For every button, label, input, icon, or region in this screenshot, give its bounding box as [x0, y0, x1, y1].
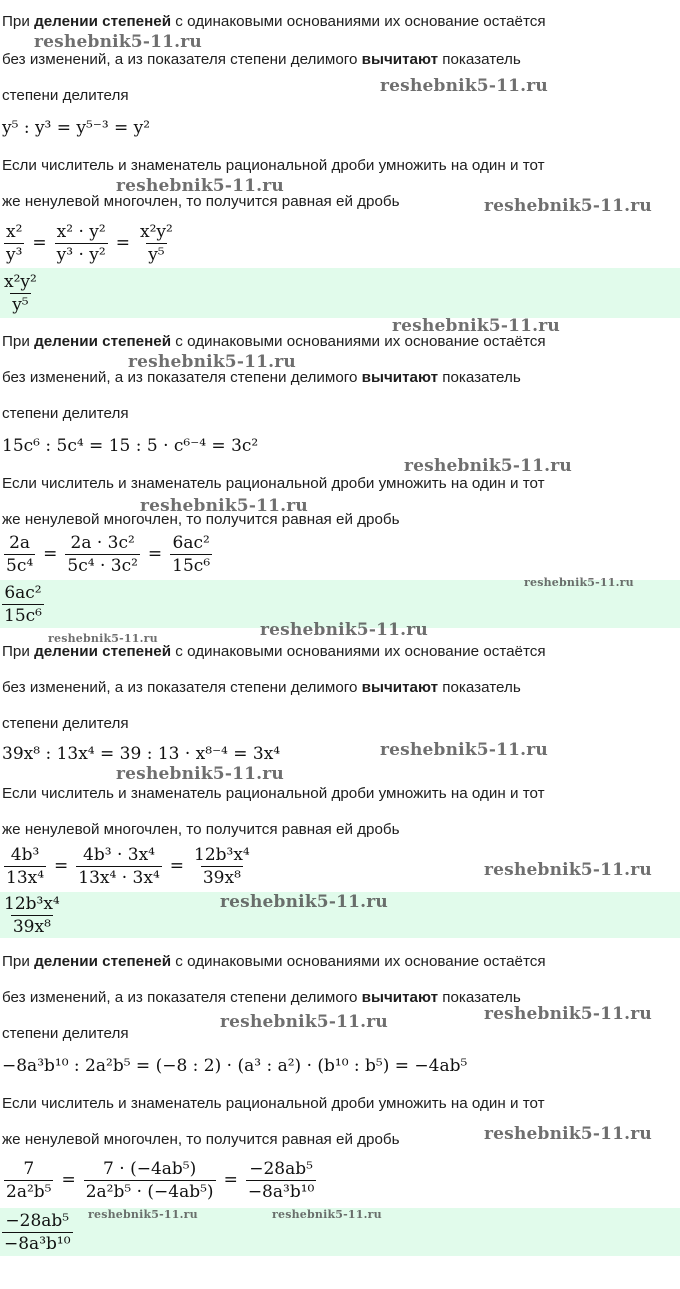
answer-box: $\frac{\text{12b³x⁴}}{\text{39x⁸}}$	[0, 892, 680, 938]
rule-division-line2: без изменений, а из показателя степени делимого вычитают показатель	[2, 679, 521, 696]
watermark: reshebnik5-11.ru	[116, 764, 284, 784]
answer-box: $\frac{\text{−28ab⁵}}{\text{−8a³b¹⁰}}$	[0, 1208, 680, 1256]
rule-fraction-line2: же ненулевой многочлен, то получится равная ей дробь	[2, 1131, 400, 1148]
rule-division-line3: степени делителя	[2, 87, 129, 104]
rule-fraction-line2: же ненулевой многочлен, то получится равная ей дробь	[2, 193, 400, 210]
rule-fraction-line1: Если числитель и знаменатель рациональной дроби умножить на один и тот	[2, 475, 545, 492]
rule-fraction-line1: Если числитель и знаменатель рациональной дроби умножить на один и тот	[2, 1095, 545, 1112]
watermark: reshebnik5-11.ru	[260, 620, 428, 640]
rule-division-line2: без изменений, а из показателя степени делимого вычитают показатель	[2, 989, 521, 1006]
watermark: reshebnik5-11.ru	[380, 76, 548, 96]
watermark: reshebnik5-11.ru	[48, 632, 158, 645]
fraction-equation: $\frac{7}{\text{2a²b⁵}}$ = $\frac{\text{7 · (−4ab⁵)}}{\text{2a²b⁵ · (−4ab⁵)}}$ = $\frac{\text{−28ab⁵}}{\text{−8a³b¹⁰}}$	[6, 1158, 315, 1202]
rule-division-line1: При делении степеней с одинаковыми основаниями их основание остаётся	[2, 643, 546, 660]
rule-fraction-line2: же ненулевой многочлен, то получится равная ей дробь	[2, 821, 400, 838]
answer-box: $\frac{\text{x²y²}}{\text{y⁵}}$	[0, 268, 680, 318]
watermark: reshebnik5-11.ru	[484, 1004, 652, 1024]
power-division-formula: y⁵ : y³ = y⁵⁻³ = y²	[2, 118, 151, 138]
fraction-equation: $\frac{\text{4b³}}{\text{13x⁴}}$ = $\frac{\text{4b³ · 3x⁴}}{\text{13x⁴ · 3x⁴}}$ = $\frac{\text{12b³x⁴}}{\text{39x⁸}}$	[6, 844, 250, 888]
watermark: reshebnik5-11.ru	[404, 456, 572, 476]
answer-box: $\frac{\text{6ac²}}{\text{15c⁶}}$	[0, 580, 680, 628]
rule-division-line1: При делении степеней с одинаковыми основаниями их основание остаётся	[2, 333, 546, 350]
watermark: reshebnik5-11.ru	[140, 496, 308, 516]
watermark: reshebnik5-11.ru	[484, 196, 652, 216]
rule-division-line2: без изменений, а из показателя степени делимого вычитают показатель	[2, 369, 521, 386]
rule-fraction-line2: же ненулевой многочлен, то получится равная ей дробь	[2, 511, 400, 528]
rule-fraction-line1: Если числитель и знаменатель рациональной дроби умножить на один и тот	[2, 785, 545, 802]
watermark: reshebnik5-11.ru	[88, 1208, 198, 1221]
watermark: reshebnik5-11.ru	[484, 860, 652, 880]
rule-division-line3: степени делителя	[2, 405, 129, 422]
watermark: reshebnik5-11.ru	[380, 740, 548, 760]
watermark: reshebnik5-11.ru	[220, 1012, 388, 1032]
watermark: reshebnik5-11.ru	[272, 1208, 382, 1221]
rule-division-line1: При делении степеней с одинаковыми основаниями их основание остаётся	[2, 953, 546, 970]
watermark: reshebnik5-11.ru	[484, 1124, 652, 1144]
watermark: reshebnik5-11.ru	[116, 176, 284, 196]
watermark: reshebnik5-11.ru	[524, 576, 634, 589]
watermark: reshebnik5-11.ru	[128, 352, 296, 372]
rule-fraction-line1: Если числитель и знаменатель рациональной дроби умножить на один и тот	[2, 157, 545, 174]
rule-division-line1: При делении степеней с одинаковыми основаниями их основание остаётся	[2, 13, 546, 30]
rule-division-line3: степени делителя	[2, 715, 129, 732]
power-division-formula: 15c⁶ : 5c⁴ = 15 : 5 · c⁶⁻⁴ = 3c²	[2, 436, 259, 456]
power-division-formula: 39x⁸ : 13x⁴ = 39 : 13 · x⁸⁻⁴ = 3x⁴	[2, 744, 281, 764]
watermark: reshebnik5-11.ru	[34, 32, 202, 52]
power-division-formula: −8a³b¹⁰ : 2a²b⁵ = (−8 : 2) · (a³ : a²) · (b¹⁰ : b⁵) = −4ab⁵	[2, 1056, 468, 1076]
rule-division-line2: без изменений, а из показателя степени делимого вычитают показатель	[2, 51, 521, 68]
fraction-equation: $\frac{2a}{\text{5c⁴}}$ = $\frac{\text{2a · 3c²}}{\text{5c⁴ · 3c²}}$ = $\frac{\text{6ac²}}{\text{15c⁶}}$	[6, 532, 211, 576]
fraction-equation: $\frac{\text{x²}}{\text{y³}}$ = $\frac{\text{x² · y²}}{\text{y³ · y²}}$ = $\frac{\text{x²y²}}{\text{y⁵}}$	[6, 221, 173, 265]
rule-division-line3: степени делителя	[2, 1025, 129, 1042]
watermark: reshebnik5-11.ru	[392, 316, 560, 336]
watermark: reshebnik5-11.ru	[220, 892, 388, 912]
